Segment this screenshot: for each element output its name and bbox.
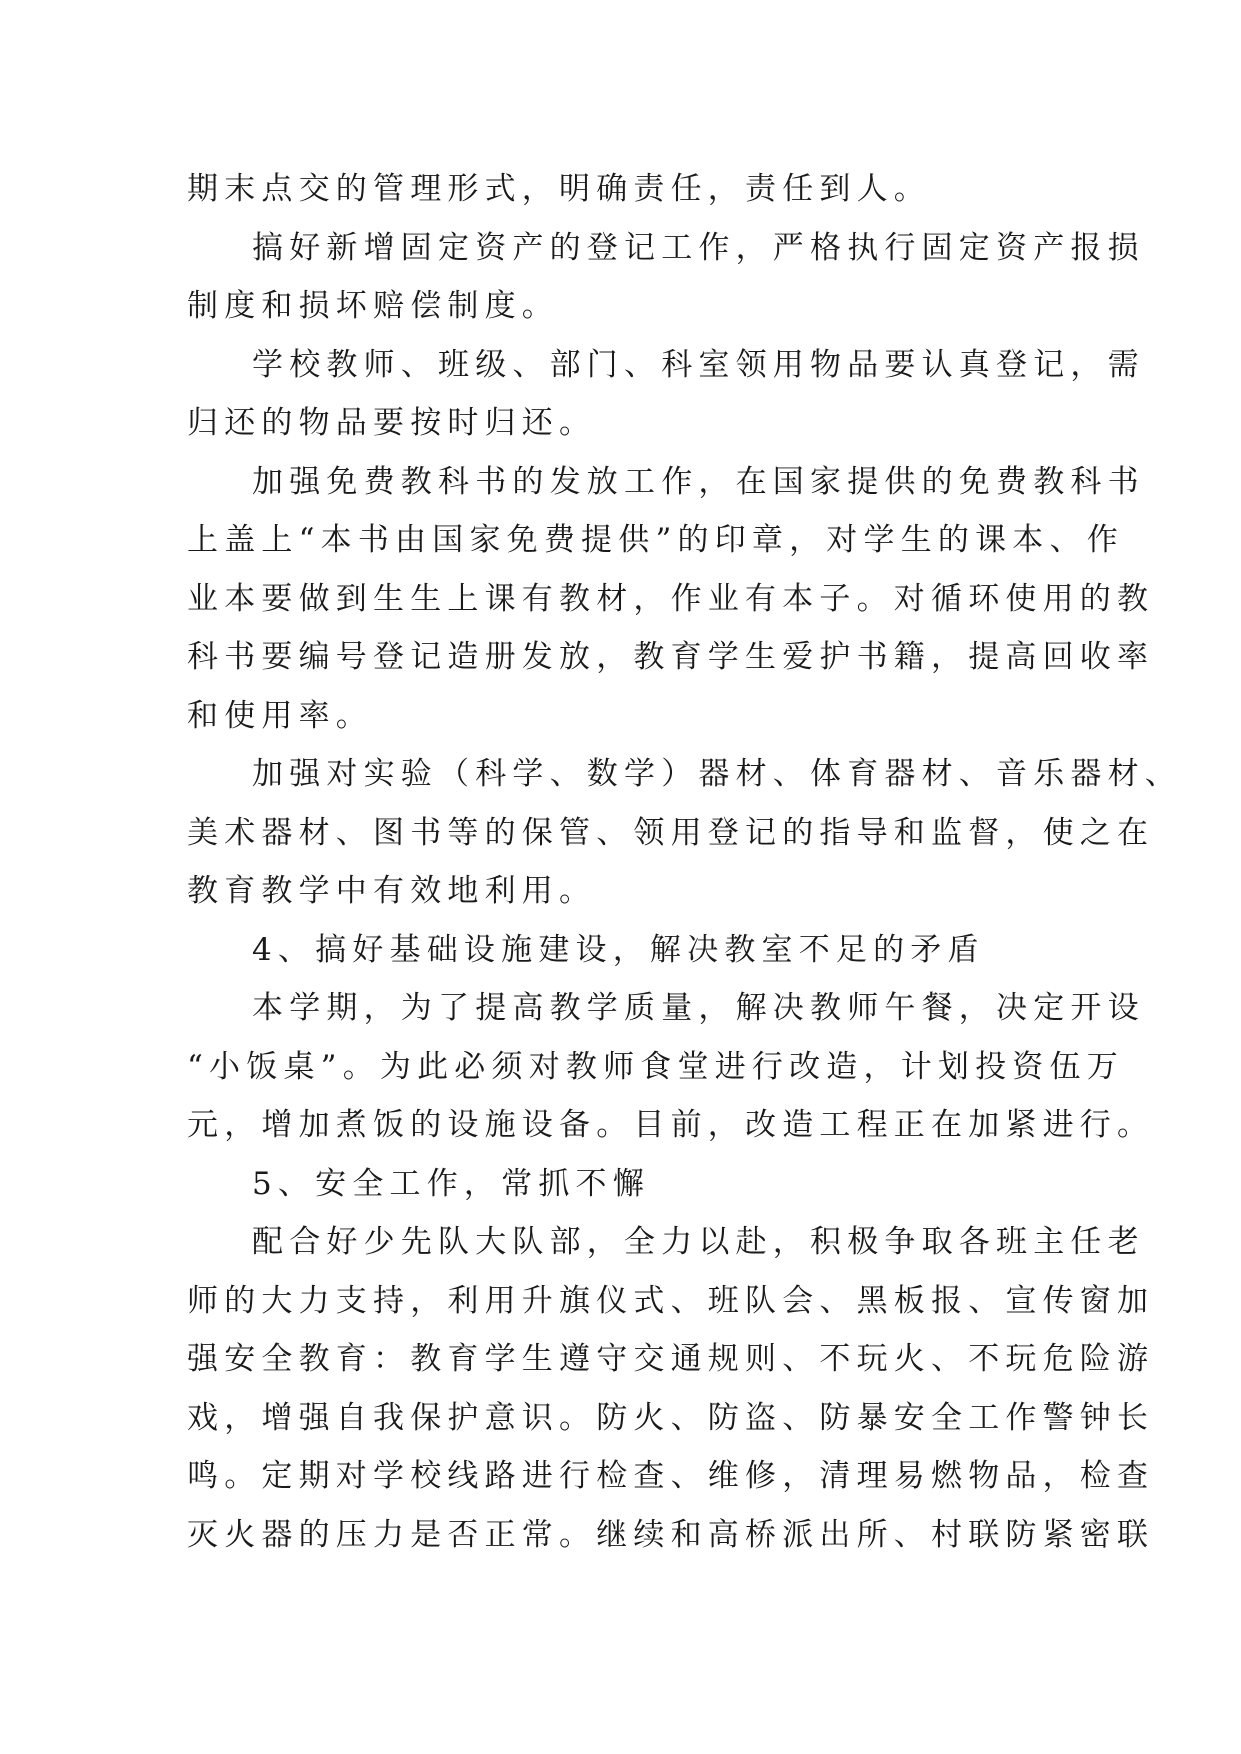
text-line: 科书要编号登记造册发放，教育学生爱护书籍，提高回收率 xyxy=(187,639,1155,675)
text-line: 鸣。定期对学校线路进行检查、维修，清理易燃物品，检查 xyxy=(187,1458,1155,1494)
text-line: 期末点交的管理形式，明确责任，责任到人。 xyxy=(187,171,931,207)
document-body xyxy=(187,160,1182,1564)
text-line: 师的大力支持，利用升旗仪式、班队会、黑板报、宣传窗加 xyxy=(187,1282,1155,1319)
paragraph-start-line: 配合好少先队大队部，全力以赴，积极争取各班主任老 xyxy=(252,1224,1145,1260)
text-line: 教育教学中有效地利用。 xyxy=(187,873,597,909)
section-heading: 4、搞好基础设施建设，解决教室不足的矛盾 xyxy=(252,931,985,968)
paragraph-start-line: 本学期，为了提高教学质量，解决教师午餐，决定开设 xyxy=(252,990,1145,1026)
paragraph-start-line: 搞好新增固定资产的登记工作，严格执行固定资产报损 xyxy=(252,229,1145,266)
paragraph-start-line: 加强对实验（科学、数学）器材、体育器材、音乐器材、 xyxy=(252,756,1182,792)
text-line: 制度和损坏赔偿制度。 xyxy=(187,288,559,324)
text-line: “小饭桌”。为此必须对教师食堂进行改造，计划投资伍万 xyxy=(187,1048,1124,1085)
paragraph-start-line: 加强免费教科书的发放工作，在国家提供的免费教科书 xyxy=(252,463,1145,500)
paragraph-start-line: 学校教师、班级、部门、科室领用物品要认真登记，需 xyxy=(252,346,1145,383)
section-heading: 5、安全工作，常抓不懈 xyxy=(252,1165,650,1202)
text-line: 和使用率。 xyxy=(187,697,373,734)
text-line: 戏，增强自我保护意识。防火、防盗、防暴安全工作警钟长 xyxy=(187,1399,1155,1436)
text-line: 元，增加煮饭的设施设备。目前，改造工程正在加紧进行。 xyxy=(187,1107,1155,1143)
text-line: 灭火器的压力是否正常。继续和高桥派出所、村联防紧密联 xyxy=(187,1516,1155,1553)
text-line: 美术器材、图书等的保管、领用登记的指导和监督，使之在 xyxy=(187,814,1155,851)
text-line: 强安全教育：教育学生遵守交通规则、不玩火、不玩危险游 xyxy=(187,1341,1155,1377)
text-line: 归还的物品要按时归还。 xyxy=(187,405,597,441)
text-line: 业本要做到生生上课有教材，作业有本子。对循环使用的教 xyxy=(187,580,1155,617)
text-line: 上盖上“本书由国家免费提供”的印章，对学生的课本、作 xyxy=(187,522,1124,558)
